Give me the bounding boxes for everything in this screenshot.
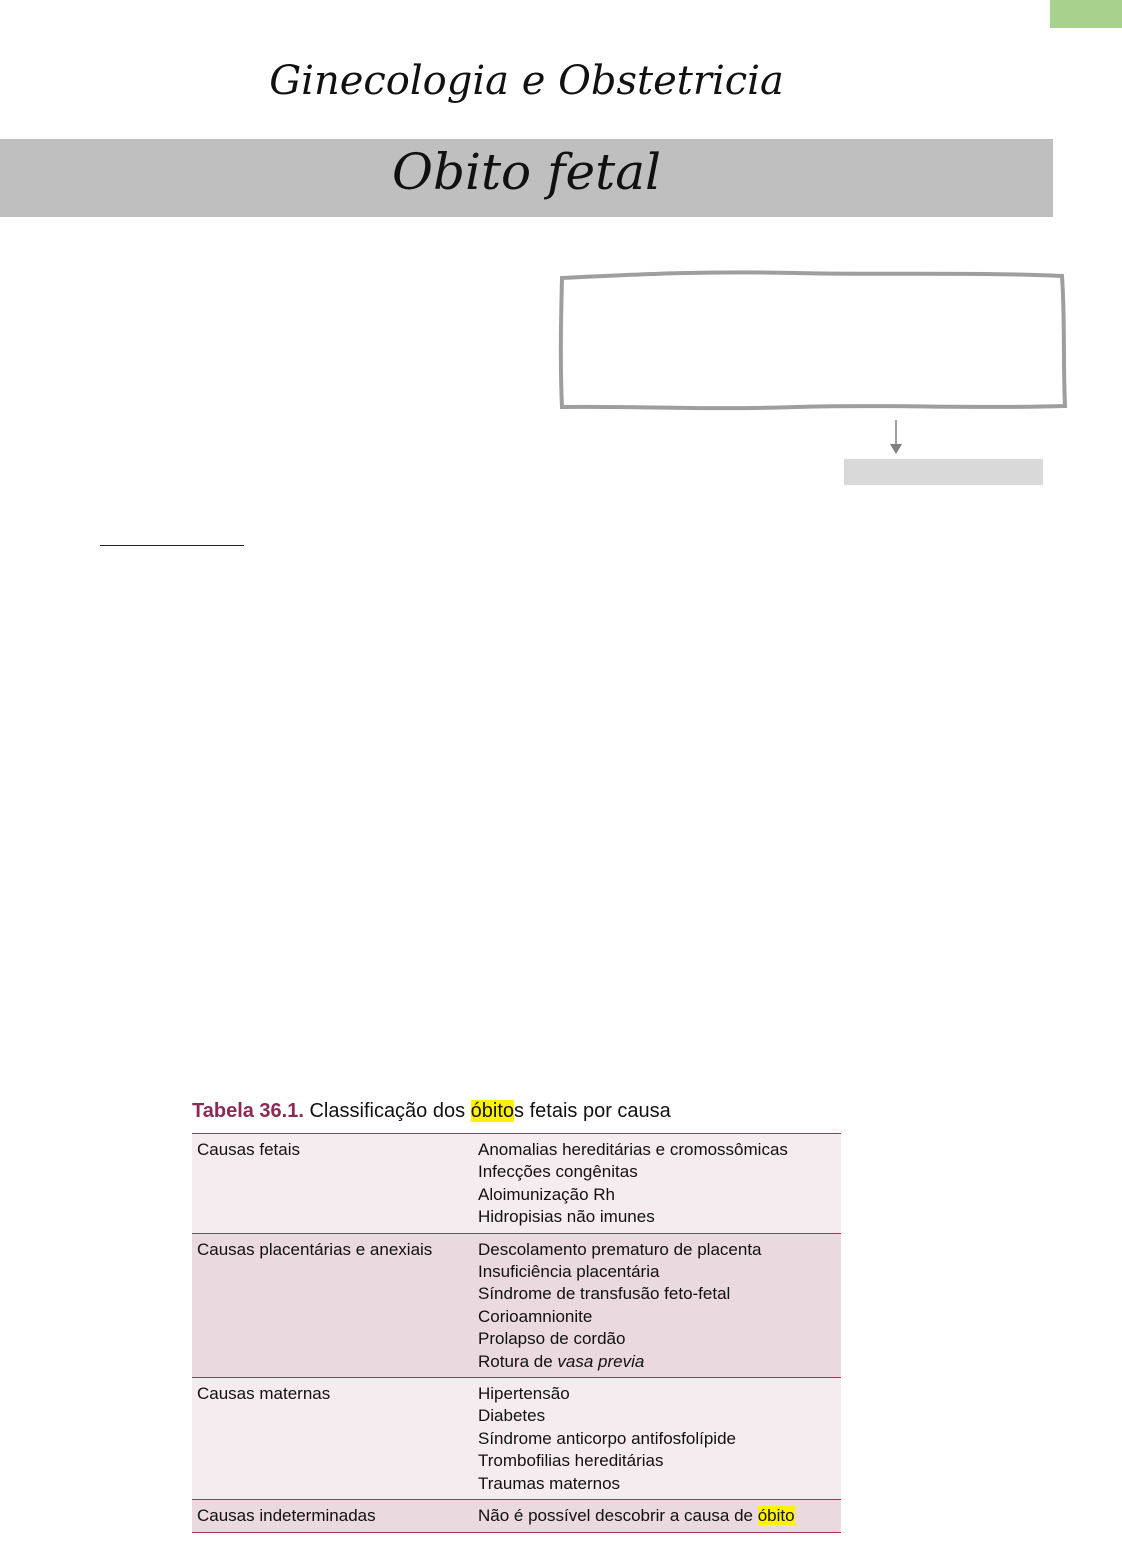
row-items	[473, 1233, 841, 1377]
table-title-text: Classificação dos	[309, 1100, 471, 1122]
list-item: Insuficiência placentária	[478, 1262, 660, 1282]
row-items	[473, 1134, 841, 1234]
causes-table	[192, 1133, 841, 1533]
section-underline	[100, 545, 244, 546]
row-category: Causas placentárias e anexiais	[192, 1233, 473, 1377]
list-item-italic: vasa previa	[557, 1351, 645, 1371]
list-item-highlight: óbito	[757, 1506, 795, 1526]
gray-label-bar	[844, 459, 1043, 485]
list-item: Trombofilias hereditárias	[478, 1451, 664, 1471]
list-item: Diabetes	[478, 1406, 546, 1426]
list-item-text: Rotura de	[478, 1351, 558, 1371]
row-items	[473, 1378, 841, 1500]
list-item: Síndrome anticorpo antifosfolípide	[478, 1428, 736, 1448]
table-title-highlight: óbito	[470, 1100, 515, 1122]
table-row	[192, 1233, 841, 1377]
down-arrow-icon	[886, 420, 906, 456]
row-category: Causas indeterminadas	[192, 1500, 473, 1532]
list-item: Descolamento prematuro de placenta	[478, 1239, 762, 1259]
list-item: Aloimunização Rh	[478, 1184, 616, 1204]
table-row	[192, 1378, 841, 1500]
row-items	[473, 1500, 841, 1532]
table-number: Tabela 36.1.	[192, 1100, 304, 1122]
list-item: Hidropisias não imunes	[478, 1207, 655, 1227]
hand-drawn-box	[556, 268, 1070, 413]
list-item: Infecções congênitas	[478, 1162, 638, 1182]
list-item: Síndrome de transfusão feto-fetal	[478, 1284, 731, 1304]
page-title: Obito fetal	[391, 143, 662, 201]
subject-heading: Ginecologia e Obstetricia	[269, 58, 784, 104]
list-item-text: Não é possível descobrir a causa de	[478, 1506, 758, 1526]
list-item: Anomalias hereditárias e cromossômicas	[478, 1140, 788, 1159]
table-caption	[192, 1100, 671, 1123]
list-item: Prolapso de cordão	[478, 1329, 626, 1349]
row-category: Causas maternas	[192, 1378, 473, 1500]
corner-color-tab	[1050, 0, 1122, 28]
list-item	[478, 1351, 837, 1373]
list-item: Traumas maternos	[478, 1473, 621, 1493]
row-category: Causas fetais	[192, 1134, 473, 1234]
table-row	[192, 1134, 841, 1234]
list-item	[478, 1505, 837, 1527]
list-item: Hipertensão	[478, 1384, 570, 1404]
table-row	[192, 1500, 841, 1532]
table-title-text-end: s fetais por causa	[514, 1100, 671, 1122]
list-item: Corioamnionite	[478, 1306, 593, 1326]
